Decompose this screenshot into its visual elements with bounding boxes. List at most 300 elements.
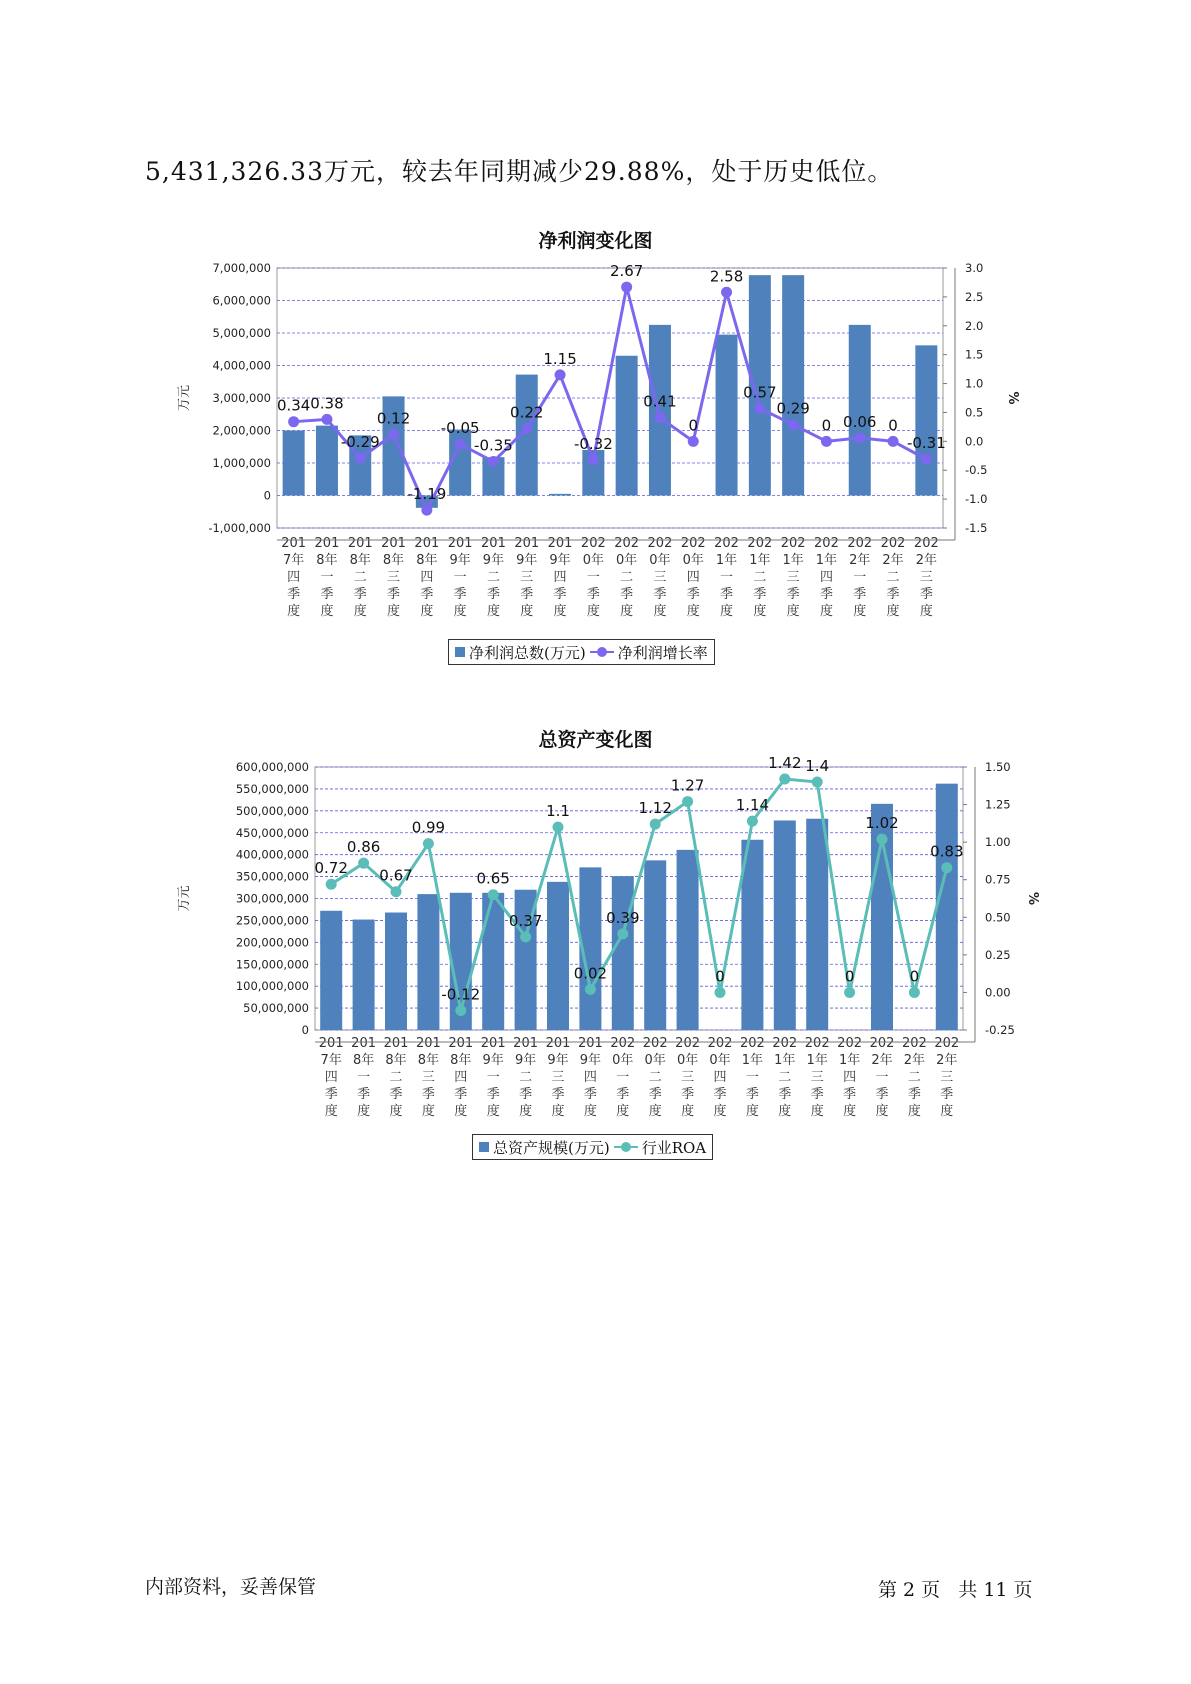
data-label: 0	[821, 416, 832, 435]
x-tick-label: 0年	[616, 553, 638, 568]
bar	[417, 894, 439, 1030]
footer-confidential: 内部资料，妥善保管	[145, 1576, 317, 1598]
x-tick-label: 一	[320, 570, 334, 585]
x-tick-label: 季	[919, 587, 933, 602]
y2-tick-label: 2.0	[965, 318, 984, 333]
line-point	[521, 423, 532, 434]
x-tick-label: 8年	[349, 553, 371, 568]
y-tick-label: 500,000,000	[235, 803, 309, 818]
x-tick-label: 8年	[352, 1053, 375, 1068]
x-tick-label: 0年	[612, 1053, 634, 1068]
x-tick-label: 9年	[547, 1053, 569, 1068]
x-tick-label: 二	[519, 1070, 533, 1085]
x-tick-label: 202	[814, 536, 839, 551]
y2-tick-label: 0.5	[965, 405, 984, 420]
x-tick-label: 度	[786, 604, 800, 619]
data-label: -0.05	[440, 419, 480, 438]
data-label: 0.02	[573, 964, 608, 983]
bar	[283, 431, 305, 496]
x-tick-label: 度	[819, 604, 833, 619]
x-tick-label: 季	[454, 1087, 468, 1102]
x-tick-label: 201	[381, 536, 406, 551]
line-point	[321, 414, 332, 425]
x-tick-label: 度	[454, 1104, 468, 1119]
y-tick-label: 150,000,000	[235, 957, 309, 972]
x-tick-label: 201	[447, 536, 473, 551]
x-tick-label: 三	[520, 570, 534, 585]
x-tick-label: 0年	[582, 553, 604, 568]
y2-tick-label: 3.0	[965, 261, 984, 275]
data-label: 2.67	[609, 262, 644, 281]
x-tick-label: 一	[720, 570, 734, 585]
bar	[547, 882, 569, 1030]
bar	[482, 893, 504, 1030]
data-label: 0.22	[510, 403, 544, 422]
data-label: 1.27	[670, 776, 705, 795]
x-tick-label: 季	[616, 1087, 630, 1102]
x-tick-label: 201	[314, 536, 340, 551]
x-tick-label: 季	[875, 1087, 889, 1102]
line-point	[747, 816, 758, 827]
x-tick-label: 季	[681, 1087, 695, 1102]
x-tick-label: 度	[720, 604, 734, 619]
data-label: 0.34	[276, 396, 311, 415]
x-tick-label: 四	[420, 570, 434, 585]
line-point	[555, 369, 566, 380]
line-point	[921, 454, 932, 465]
data-label: 0	[688, 416, 699, 435]
line-point	[941, 862, 952, 873]
y-tick-label: 5,000,000	[212, 326, 271, 340]
data-label: 0.83	[930, 842, 964, 861]
x-tick-label: 一	[453, 570, 467, 585]
x-tick-label: 度	[940, 1104, 954, 1119]
x-tick-label: 季	[486, 587, 500, 602]
x-tick-label: 0年	[649, 553, 671, 568]
x-tick-label: 二	[389, 1070, 403, 1085]
y-tick-label: 200,000,000	[235, 935, 309, 950]
x-tick-label: 度	[713, 1104, 727, 1119]
x-tick-label: 三	[786, 570, 800, 585]
x-tick-label: 四	[686, 570, 700, 585]
x-tick-label: 度	[553, 604, 567, 619]
x-tick-label: 8年	[417, 1053, 440, 1068]
x-tick-label: 季	[324, 1087, 338, 1102]
x-tick-label: 202	[772, 1036, 798, 1051]
line-point	[909, 987, 920, 998]
line-point	[455, 1005, 466, 1016]
y-tick-label: 0	[263, 488, 271, 503]
y-tick-label: 1,000,000	[212, 456, 271, 470]
line-point	[358, 858, 369, 869]
y2-tick-label: 1.50	[985, 760, 1011, 774]
x-tick-label: 202	[739, 1036, 765, 1051]
y-tick-label: 0	[301, 1023, 309, 1037]
y2-tick-label: 0.00	[985, 985, 1011, 1000]
x-tick-label: 9年	[549, 553, 571, 568]
x-tick-label: 四	[583, 1070, 597, 1085]
x-tick-label: 季	[648, 1087, 662, 1102]
line-point	[326, 879, 337, 890]
chart2-legend	[472, 1134, 713, 1160]
x-tick-label: 202	[707, 1036, 733, 1051]
x-tick-label: 201	[547, 536, 573, 551]
x-tick-label: 度	[320, 604, 334, 619]
x-tick-label: 一	[745, 1070, 759, 1085]
legend-line-swatch	[590, 647, 614, 657]
line-point	[621, 282, 632, 293]
x-tick-label: 度	[843, 1104, 857, 1119]
x-tick-label: 度	[287, 604, 301, 619]
x-tick-label: 一	[875, 1070, 889, 1085]
x-tick-label: 季	[389, 1087, 403, 1102]
line-point	[391, 886, 402, 897]
intro-paragraph: 5,431,326.33万元，较去年同期减少29.88%，处于历史低位。	[145, 157, 894, 186]
data-label: -0.12	[441, 985, 481, 1004]
x-tick-label: 季	[713, 1087, 727, 1102]
x-tick-label: 三	[919, 570, 933, 585]
x-tick-label: 201	[281, 536, 307, 551]
x-tick-label: 季	[420, 587, 434, 602]
line-point	[617, 928, 628, 939]
data-label: 1.02	[865, 814, 899, 833]
data-label: -1.19	[407, 485, 447, 504]
data-label: 1.14	[735, 796, 770, 815]
y-tick-label: 100,000,000	[235, 979, 309, 994]
line-point	[682, 796, 693, 807]
x-tick-label: 201	[318, 1036, 344, 1051]
y2-tick-label: 1.25	[985, 797, 1011, 812]
x-tick-label: 1年	[741, 1053, 764, 1068]
x-tick-label: 季	[786, 587, 800, 602]
bar	[549, 494, 571, 496]
x-tick-label: 四	[553, 570, 567, 585]
y-axis-title: 万元	[177, 384, 192, 412]
x-tick-label: 度	[919, 604, 933, 619]
y-tick-label: 250,000,000	[235, 913, 309, 928]
x-tick-label: 8年	[382, 553, 405, 568]
data-label: -0.35	[474, 436, 513, 455]
data-label: 0	[888, 416, 898, 435]
x-tick-label: 季	[453, 587, 467, 602]
line-point	[553, 822, 564, 833]
line-point	[877, 834, 888, 845]
bar	[716, 335, 738, 496]
chart1-title: 净利润变化图	[538, 230, 653, 252]
y2-tick-label: 1.0	[965, 376, 984, 391]
x-tick-label: 202	[869, 1036, 895, 1051]
x-tick-label: 三	[653, 570, 667, 585]
x-tick-label: 二	[486, 570, 500, 585]
data-label: 1.15	[543, 349, 577, 368]
x-tick-label: 202	[747, 536, 773, 551]
x-tick-label: 二	[886, 570, 900, 585]
bar	[644, 860, 666, 1030]
x-tick-label: 202	[934, 1036, 960, 1051]
data-label: 0.65	[476, 869, 510, 888]
x-tick-label: 度	[519, 1104, 533, 1119]
x-tick-label: 二	[753, 570, 767, 585]
x-tick-label: 季	[357, 1087, 371, 1102]
line-point	[585, 984, 596, 995]
x-tick-label: 二	[353, 570, 367, 585]
x-tick-label: 度	[421, 1104, 435, 1119]
x-tick-label: 度	[453, 604, 467, 619]
x-tick-label: 202	[901, 1036, 927, 1051]
bar	[677, 850, 699, 1030]
x-tick-label: 9年	[516, 553, 538, 568]
y2-tick-label: -0.5	[965, 463, 988, 478]
x-tick-label: 季	[720, 587, 734, 602]
x-tick-label: 度	[389, 1104, 403, 1119]
footer-page-number: 第 2 页 共 11 页	[878, 1579, 1033, 1601]
x-tick-label: 201	[577, 1036, 603, 1051]
data-label: -0.31	[906, 434, 946, 453]
x-tick-label: 度	[648, 1104, 662, 1119]
x-tick-label: 二	[648, 1070, 662, 1085]
x-tick-label: 一	[357, 1070, 371, 1085]
data-label: 0	[715, 967, 725, 986]
x-tick-label: 2年	[915, 553, 937, 568]
data-label: 0.99	[411, 818, 446, 837]
line-point	[388, 429, 399, 440]
x-tick-label: 9年	[449, 553, 471, 568]
x-tick-label: 7年	[320, 1053, 342, 1068]
x-tick-label: 202	[847, 536, 873, 551]
bar	[782, 275, 804, 495]
x-tick-label: 三	[387, 570, 401, 585]
line-point	[754, 403, 765, 414]
x-tick-label: 二	[778, 1070, 792, 1085]
x-tick-label: 季	[586, 587, 600, 602]
line-point	[520, 931, 531, 942]
x-tick-label: 一	[616, 1070, 630, 1085]
x-tick-label: 1年	[806, 1053, 828, 1068]
bar	[385, 913, 407, 1030]
x-tick-label: 季	[778, 1087, 792, 1102]
x-tick-label: 202	[675, 1036, 701, 1051]
x-tick-label: 度	[907, 1104, 921, 1119]
x-tick-label: 202	[837, 1036, 863, 1051]
x-tick-label: 四	[843, 1070, 857, 1085]
chart1-legend	[448, 639, 715, 665]
data-label: 1.1	[546, 802, 570, 821]
y2-axis-title: %	[1025, 891, 1040, 906]
x-tick-label: 2年	[936, 1053, 958, 1068]
x-tick-label: 度	[357, 1104, 371, 1119]
x-tick-label: 季	[686, 587, 700, 602]
y2-axis-title: %	[1005, 391, 1020, 405]
data-label: 1.42	[768, 754, 802, 773]
x-tick-label: 0年	[709, 1053, 731, 1068]
x-tick-label: 202	[913, 536, 939, 551]
bar	[915, 345, 937, 495]
x-tick-label: 度	[653, 604, 667, 619]
y-tick-label: 50,000,000	[243, 1001, 309, 1016]
data-label: 1.4	[805, 757, 830, 776]
x-tick-label: 季	[745, 1087, 759, 1102]
x-tick-label: 0年	[682, 553, 704, 568]
x-tick-label: 2年	[871, 1053, 893, 1068]
line-point	[821, 436, 832, 447]
line-point	[844, 987, 855, 998]
x-tick-label: 度	[681, 1104, 695, 1119]
line-point	[423, 838, 434, 849]
x-tick-label: 度	[486, 604, 500, 619]
x-tick-label: 9年	[579, 1053, 602, 1068]
x-tick-label: 三	[681, 1070, 695, 1085]
data-label: -0.32	[573, 434, 613, 453]
x-tick-label: 度	[686, 604, 700, 619]
chart2-title: 总资产变化图	[538, 729, 653, 751]
line-point	[488, 889, 499, 900]
x-tick-label: 季	[387, 587, 401, 602]
bar	[320, 911, 342, 1030]
x-tick-label: 季	[620, 587, 634, 602]
x-tick-label: 季	[753, 587, 767, 602]
x-tick-label: 季	[553, 587, 567, 602]
data-label: 0.67	[379, 866, 413, 885]
x-tick-label: 8年	[416, 553, 438, 568]
x-tick-label: 201	[415, 1036, 441, 1051]
x-tick-label: 201	[414, 536, 440, 551]
x-tick-label: 度	[551, 1104, 565, 1119]
x-tick-label: 1年	[749, 553, 771, 568]
x-tick-label: 度	[324, 1104, 338, 1119]
x-tick-label: 季	[843, 1087, 857, 1102]
x-tick-label: 1年	[774, 1053, 796, 1068]
data-label: 0.72	[314, 859, 348, 878]
net-profit-chart	[0, 250, 1191, 660]
x-tick-label: 度	[778, 1104, 792, 1119]
x-tick-label: 度	[753, 604, 767, 619]
x-tick-label: 度	[583, 1104, 597, 1119]
data-label: 0.38	[310, 394, 344, 413]
x-tick-label: 202	[880, 536, 906, 551]
x-tick-label: 季	[353, 587, 367, 602]
x-tick-label: 四	[454, 1070, 468, 1085]
y2-tick-label: -0.25	[985, 1023, 1015, 1037]
bar	[316, 426, 338, 496]
line-point	[654, 412, 665, 423]
line-point	[650, 819, 661, 830]
x-tick-label: 四	[287, 570, 301, 585]
legend-bar-label: 净利润总数(万元)	[469, 643, 586, 662]
x-tick-label: 度	[520, 604, 534, 619]
line-point	[715, 987, 726, 998]
x-tick-label: 9年	[482, 553, 505, 568]
x-tick-label: 度	[353, 604, 367, 619]
y-tick-label: 6,000,000	[212, 293, 271, 308]
x-tick-label: 季	[551, 1087, 565, 1102]
x-tick-label: 一	[853, 570, 867, 585]
x-tick-label: 季	[940, 1087, 954, 1102]
x-tick-label: 四	[324, 1070, 338, 1085]
x-tick-label: 三	[551, 1070, 565, 1085]
x-tick-label: 度	[420, 604, 434, 619]
x-tick-label: 1年	[838, 1053, 861, 1068]
x-tick-label: 一	[486, 1070, 500, 1085]
bar	[612, 876, 634, 1030]
line-point	[888, 436, 899, 447]
y-tick-label: 3,000,000	[212, 391, 271, 405]
line-point	[812, 777, 823, 788]
x-tick-label: 2年	[882, 553, 904, 568]
line-point	[455, 439, 466, 450]
line-point	[854, 432, 865, 443]
legend-line-swatch	[614, 1142, 638, 1152]
x-tick-label: 201	[514, 536, 540, 551]
data-label: 0.29	[776, 399, 810, 418]
x-tick-label: 二	[620, 570, 634, 585]
x-tick-label: 季	[853, 587, 867, 602]
x-tick-label: 9年	[482, 1053, 504, 1068]
y2-tick-label: 0.50	[985, 910, 1011, 925]
x-tick-label: 度	[875, 1104, 889, 1119]
y-tick-label: 350,000,000	[235, 869, 309, 884]
line-point	[721, 287, 732, 298]
x-tick-label: 201	[383, 1036, 409, 1051]
y-axis-title: 万元	[177, 885, 192, 912]
y2-tick-label: 1.5	[965, 347, 984, 362]
x-tick-label: 三	[940, 1070, 954, 1085]
x-tick-label: 季	[421, 1087, 435, 1102]
x-tick-label: 8年	[316, 553, 338, 568]
y2-tick-label: 0.0	[965, 434, 984, 449]
x-tick-label: 度	[853, 604, 867, 619]
x-tick-label: 202	[614, 536, 640, 551]
x-tick-label: 二	[907, 1070, 921, 1085]
x-tick-label: 201	[480, 1036, 506, 1051]
x-tick-label: 季	[520, 587, 534, 602]
x-tick-label: 201	[347, 536, 373, 551]
bar	[353, 920, 375, 1030]
bar	[849, 325, 871, 496]
x-tick-label: 201	[513, 1036, 539, 1051]
x-tick-label: 0年	[676, 1053, 699, 1068]
data-label: 1.12	[638, 799, 672, 818]
y-tick-label: -1,000,000	[208, 521, 271, 535]
data-label: 0	[844, 967, 855, 986]
line-point	[788, 419, 799, 430]
y2-tick-label: 0.25	[985, 947, 1011, 962]
data-label: 0.57	[743, 383, 777, 402]
line-point	[688, 436, 699, 447]
x-tick-label: 季	[653, 587, 667, 602]
legend-bar-swatch	[455, 647, 465, 657]
x-tick-label: 1年	[715, 553, 738, 568]
legend-bar-label: 总资产规模(万元)	[493, 1138, 610, 1157]
x-tick-label: 四	[713, 1070, 727, 1085]
x-tick-label: 201	[481, 536, 506, 551]
line-point	[288, 416, 299, 427]
y-tick-label: 4,000,000	[212, 358, 271, 373]
y-tick-label: 600,000,000	[235, 760, 309, 774]
legend-bar-swatch	[479, 1142, 489, 1152]
x-tick-label: 202	[580, 536, 606, 551]
y-tick-label: 400,000,000	[235, 847, 309, 862]
bar	[936, 784, 958, 1030]
legend-line-label: 行业ROA	[641, 1138, 707, 1157]
x-tick-label: 度	[387, 604, 401, 619]
line-point	[488, 456, 499, 467]
data-label: 0.86	[346, 838, 381, 857]
x-tick-label: 8年	[385, 1053, 407, 1068]
x-tick-label: 度	[616, 1104, 630, 1119]
y2-tick-label: 1.00	[985, 835, 1011, 850]
data-label: 0.06	[843, 412, 877, 431]
data-label: 0.37	[508, 911, 543, 930]
